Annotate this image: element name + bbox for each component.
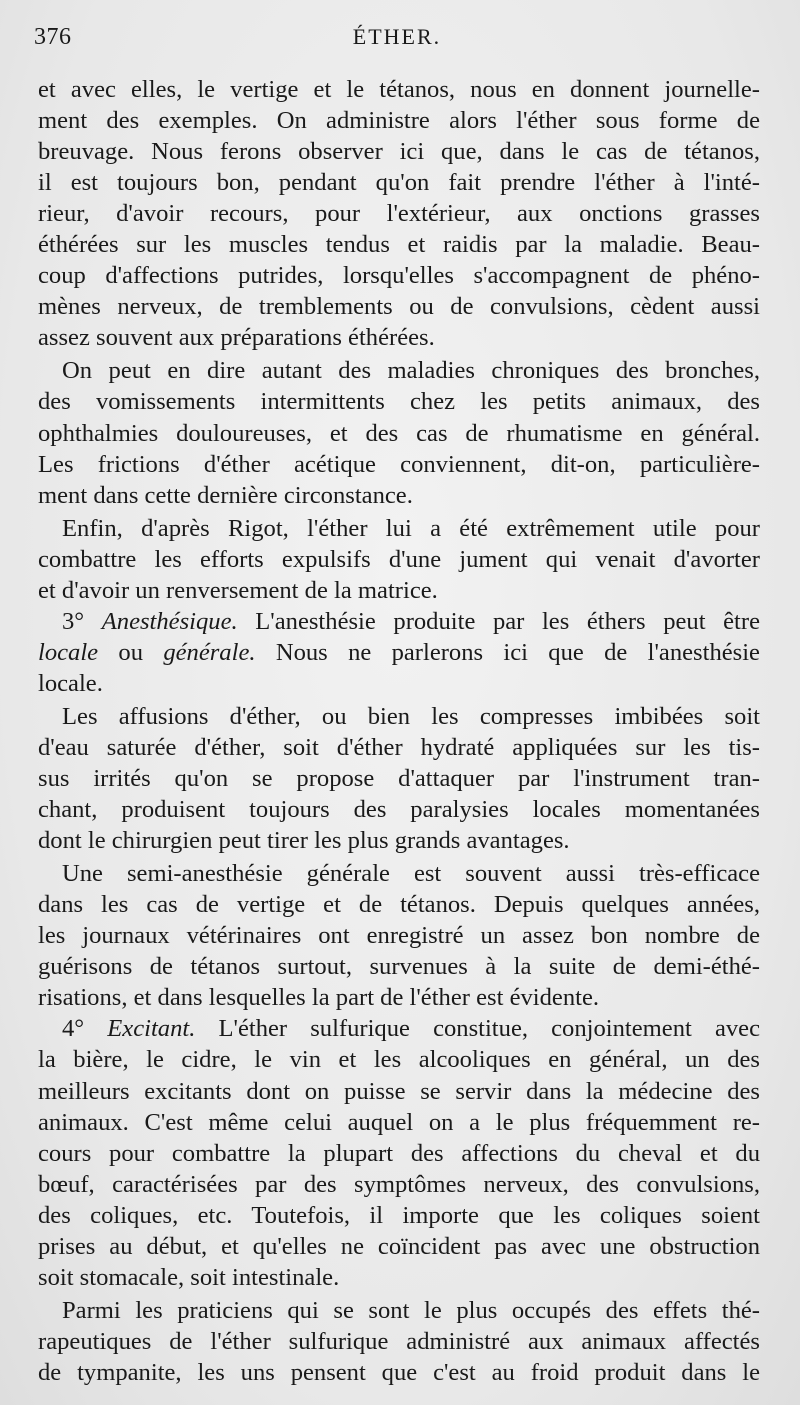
item-number: 4° xyxy=(62,1015,85,1043)
item-heading: Anesthésique. xyxy=(101,607,238,635)
text-line xyxy=(38,606,760,637)
text-line: bœuf, caractérisées par des symptômes nerveux, des convulsions, xyxy=(38,1170,760,1198)
text-line: ophthalmies douloureuses, et des cas de rhumatisme en général. xyxy=(38,419,760,447)
text-line: les journaux vétérinaires ont enregistré un assez bon nombre de xyxy=(38,922,760,950)
italic-term: locale xyxy=(38,638,99,666)
text-line: des coliques, etc. Toutefois, il importe que les coliques soient xyxy=(38,1201,760,1229)
text-line: locale. xyxy=(38,669,103,697)
text-line: Enfin, d'après Rigot, l'éther lui a été extrêmement utile pour xyxy=(62,514,760,542)
text-line: soit stomacale, soit intestinale. xyxy=(38,1263,340,1291)
text-line: risations, et dans lesquelles la part de l'éther est évidente. xyxy=(38,984,600,1012)
text-run: ou xyxy=(118,638,143,666)
text-line: Les frictions d'éther acétique conviennent, dit-on, particulière- xyxy=(38,450,760,478)
text-line: il est toujours bon, pendant qu'on fait prendre l'éther à l'inté- xyxy=(38,169,760,197)
text-line: rapeutiques de l'éther sulfurique administré aux animaux affectés xyxy=(38,1327,760,1355)
text-line xyxy=(38,637,760,668)
page-number: 376 xyxy=(34,24,72,50)
text-line: rieur, d'avoir recours, pour l'extérieur, aux onctions grasses xyxy=(38,200,760,228)
text-line: On peut en dire autant des maladies chroniques des bronches, xyxy=(62,357,760,385)
text-line: Parmi les praticiens qui se sont le plus occupés des effets thé- xyxy=(62,1296,760,1324)
text-line: d'eau saturée d'éther, soit d'éther hydraté appliquées sur les tis- xyxy=(38,733,760,761)
text-line: coup d'affections putrides, lorsqu'elles s'accompagnent de phéno- xyxy=(38,262,760,290)
body-text xyxy=(38,74,760,1388)
text-line xyxy=(38,1013,760,1044)
text-line: ment des exemples. On administre alors l'éther sous forme de xyxy=(38,107,760,135)
text-line: mènes nerveux, de tremblements ou de convulsions, cèdent aussi xyxy=(38,293,760,321)
text-line: animaux. C'est même celui auquel on a le plus fréquemment re- xyxy=(38,1108,760,1136)
text-line: chant, produisent toujours des paralysies locales momentanées xyxy=(38,796,760,824)
text-line: des vomissements intermittents chez les petits animaux, des xyxy=(38,388,760,416)
text-line: cours pour combattre la plupart des affections du cheval et du xyxy=(38,1139,760,1167)
text-line: breuvage. Nous ferons observer ici que, dans le cas de tétanos, xyxy=(38,138,760,166)
text-line: et d'avoir un renversement de la matrice. xyxy=(38,576,438,604)
text-line: Les affusions d'éther, ou bien les compresses imbibées soit xyxy=(62,702,760,730)
text-line: combattre les efforts expulsifs d'une jument qui venait d'avorter xyxy=(38,545,760,573)
text-run: L'anesthésie produite par les éthers peut être xyxy=(255,607,760,635)
text-line: prises au début, et qu'elles ne coïncident pas avec une obstruction xyxy=(38,1232,760,1260)
text-run: Nous ne parlerons ici que de l'anesthésie xyxy=(275,638,760,666)
running-head: ÉTHER. xyxy=(352,24,442,49)
text-line: dont le chirurgien peut tirer les plus grands avantages. xyxy=(38,827,570,855)
text-line: dans les cas de vertige et de tétanos. Depuis quelques années, xyxy=(38,891,760,919)
text-line: meilleurs excitants dont on puisse se servir dans la médecine des xyxy=(38,1077,760,1105)
text-line: de tympanite, les uns pensent que c'est au froid produit dans le xyxy=(38,1358,760,1386)
text-line: Une semi-anesthésie générale est souvent aussi très-efficace xyxy=(62,860,760,888)
text-line: éthérées sur les muscles tendus et raidis par la maladie. Beau- xyxy=(38,231,760,259)
text-run: L'éther sulfurique constitue, conjointement avec xyxy=(218,1015,760,1043)
page-header xyxy=(34,18,760,58)
text-line: guérisons de tétanos surtout, survenues à la suite de demi-éthé- xyxy=(38,953,760,981)
italic-term: générale. xyxy=(163,638,256,666)
text-line: la bière, le cidre, le vin et les alcooliques en général, un des xyxy=(38,1046,760,1074)
item-number: 3° xyxy=(62,607,85,635)
text-line: sus irrités qu'on se propose d'attaquer par l'instrument tran- xyxy=(38,765,760,793)
text-line: et avec elles, le vertige et le tétanos, nous en donnent journelle- xyxy=(38,76,760,103)
item-heading: Excitant. xyxy=(107,1015,196,1043)
text-line: assez souvent aux préparations éthérées. xyxy=(38,324,435,352)
text-line: ment dans cette dernière circonstance. xyxy=(38,481,413,509)
